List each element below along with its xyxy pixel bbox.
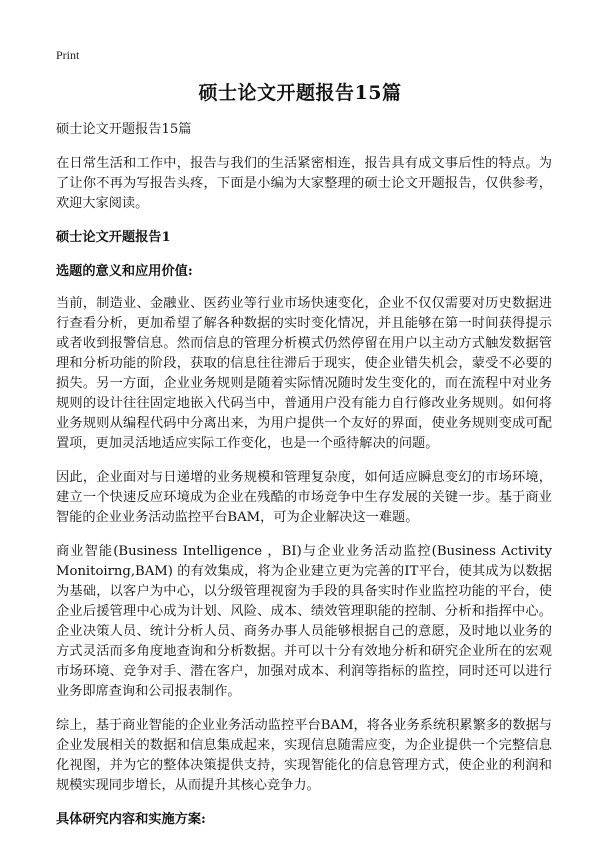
body-paragraph-1: 当前，制造业、金融业、医药业等行业市场快速变化，企业不仅仅需要对历史数据进行查看分析，更加希望了解各种数据的实时变化情况，并且能够在第一时间获得提示或者收到报警信息。然而信息的管理分析模式仍然停留在用户以主动方式触发数据管理和分析功能的阶段，获取的信息往往滞后于现实，使企业错失机会，蒙受不必要的损失。另一方面，企业业务规则是随着实际情况随时发生变化的，而在流程中对业务规则的设计往往固定地嵌入代码当中，普通用户没有能力自行修改业务规则。如何将业务规则从编程代码中分离出来，为用户提供一个友好的界面，使业务规则变成可配置项，更加灵活地适应实际工作变化，也是一个亟待解决的问题。 <box>56 296 552 451</box>
document-body <box>56 120 552 844</box>
body-paragraph-3: 商业智能(Business Intelligence ，BI)与企业业务活动监控(Business Activity Monitoirng,BAM) 的有效集成，将为企业建立更为完善的IT平台，使其成为以数据为基础，以客户为中心，以分级管理视窗为手段的具备实时作业监控功能的平台，使企业后援管理中心成为计划、风险、成本、绩效管理职能的控制、分析和指挥中心。企业决策人员、统计分析人员、商务办事人员能够根据自己的意愿，及时地以业务的方式灵活而多角度地查询和分析数据。并可以十分有效地分析和研究企业所在的宏观市场环境、竞争对手、潜在客户，加强对成本、利润等指标的监控，同时还可以进行业务即席查询和公司报表制作。 <box>56 544 552 699</box>
section-title: 硕士论文开题报告1 <box>56 230 171 245</box>
print-link[interactable]: Print <box>56 48 80 62</box>
document-subtitle: 硕士论文开题报告15篇 <box>56 122 192 137</box>
heading-research: 具体研究内容和实施方案: <box>56 812 206 827</box>
intro-paragraph: 在日常生活和工作中，报告与我们的生活紧密相连，报告具有成文事后性的特点。为了让你不再为写报告头疼，下面是小编为大家整理的硕士论文开题报告，仅供参考，欢迎大家阅读。 <box>56 156 552 211</box>
page-title: 硕士论文开题报告15篇 <box>198 82 402 104</box>
body-paragraph-4: 综上，基于商业智能的企业业务活动监控平台BAM，将各业务系统积累繁多的数据与企业发展相关的数据和信息集成起来，实现信息随需应变，为企业提供一个完整信息化视图，并为它的整体决策提供支持，实现智能化的信息管理方式，使企业的利润和规模实现同步增长，从而提升其核心竞争力。 <box>56 718 552 793</box>
body-paragraph-2: 因此，企业面对与日递增的业务规模和管理复杂度，如何适应瞬息变幻的市场环境，建立一个快速反应环境成为企业在残酷的市场竞争中生存发展的关键一步。基于商业智能的企业业务活动监控平台BAM，可为企业解决这一难题。 <box>56 470 552 525</box>
heading-significance: 选题的意义和应用价值: <box>56 264 193 279</box>
